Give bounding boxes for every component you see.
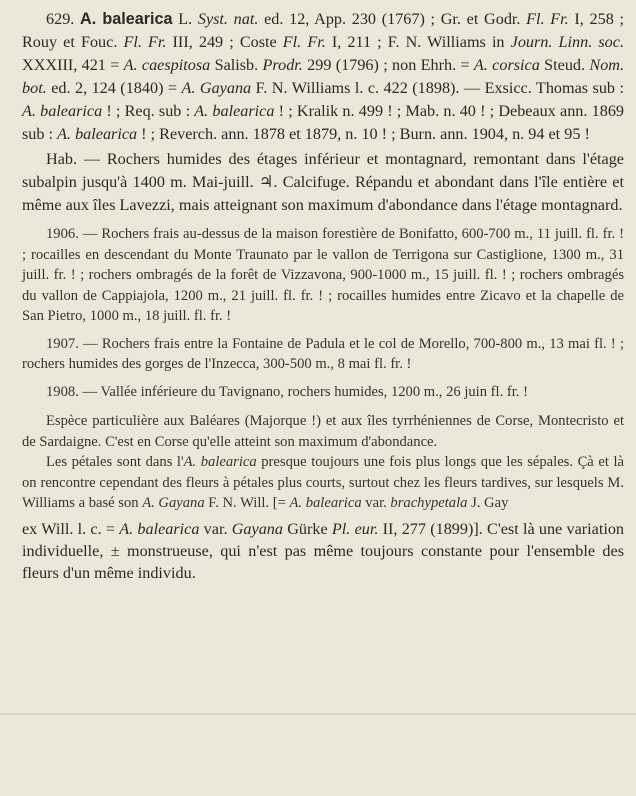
citation-italic: Journ. Linn. soc. [510, 33, 625, 51]
citation-italic: Syst. nat. [197, 10, 259, 28]
continuation-paragraph [22, 518, 624, 584]
citation-text: L. [172, 10, 198, 28]
tail-text: II, 277 (1899)]. C'est là une variation individuelle, ± monstrueuse, qui n'est pas même toujours constante pour l'ensemble des fleurs d'un même individu. [22, 519, 625, 582]
citation-text: XXXIII, 421 = [22, 56, 124, 74]
tail-italic: Gayana [231, 519, 283, 538]
note-text: var. [361, 495, 391, 511]
citation-text: ! ; Kralik n. 499 ! ; Mab. n. 40 ! ; Debeaux ann. 1869 sub : [22, 102, 625, 143]
tail-text: Gürke [282, 519, 332, 538]
note-text: Les pétales sont dans l' [46, 454, 184, 470]
citation-italic: Prodr. [262, 56, 303, 74]
citation-text: 299 (1796) ; non Ehrh. = [302, 56, 474, 74]
citation-text: I, 258 ; Rouy et Fouc. [22, 10, 624, 51]
note-italic: A. Gayana [142, 495, 205, 511]
note-text: presque toujours une fois plus longs que les sépales. Çà et là on rencontre cependant des fleurs à pétales plus courts, surtout chez les fleurs tardives, sur lesquels M. Williams a basé son [22, 454, 624, 511]
citation-italic: A. balearica [57, 125, 138, 143]
citation-italic: A. corsica [473, 56, 540, 74]
tail-italic: Pl. eur. [331, 519, 379, 538]
citation-italic: A. Gayana [181, 79, 252, 97]
citation-italic: Nom. bot. [22, 56, 625, 97]
citation-text: I, 211 ; F. N. Williams in [325, 33, 511, 51]
citation-italic: Fl. Fr. [526, 10, 569, 28]
entry-number: 629. [46, 10, 75, 28]
species-entry [22, 8, 624, 146]
locality-1906: 1906. — Rochers frais au-dessus de la maison forestière de Bonifatto, 600-700 m., 11 juill. fl. fr. ! ; rocailles en descendant du Monte Traunato par le vallon de Terrigona sur Castiglione, 1300 m., 31 juill. fr. ! ; rochers ombragés de la forêt de Vizzavona, 900-1000 m., 15 juill. fl. ! ; rochers ombragés du vallon de Cappiajola, 1200 m., 21 juill. fl. fr. ! ; rocailles humides entre Zicavo et la chapelle de San Pietro, 1000 m., 18 juill. fl. fr. ! [22, 226, 624, 324]
citation-italic: A. balearica [194, 102, 275, 120]
citation-italic: Fl. Fr. [123, 33, 167, 51]
distribution-note: Espèce particulière aux Baléares (Majorque !) et aux îles tyrrhéniennes de Corse, Montecristo et de Sardaigne. C'est en Corse qu'elle atteint son maximum d'abondance. [22, 413, 624, 450]
citation-italic: A. balearica [22, 102, 103, 120]
species-name: A. balearica [80, 10, 173, 28]
citation-text: ed. 2, 124 (1840) = [46, 79, 182, 97]
note-italic: A. balearica [183, 454, 257, 470]
note-italic: brachypetala [390, 495, 468, 511]
citation-text: III, 249 ; Coste [166, 33, 283, 51]
locality-1908: 1908. — Vallée inférieure du Tavignano, rochers humides, 1200 m., 26 juin fl. fr. ! [46, 383, 528, 400]
citation-italic: Fl. Fr. [282, 33, 326, 51]
habitat-paragraph: Hab. — Rochers humides des étages inférieur et montagnard, remontant dans l'étage subalpin jusqu'à 1400 m. Mai-juill. ♃. Calcifuge. Répandu et abondant dans l'île entière et même aux îles Lavezzi, mais atteignant son maximum d'abondance dans l'étage montagnard. [22, 150, 624, 214]
locality-1907: 1907. — Rochers frais entre la Fontaine de Padula et le col de Morello, 700-800 m., 13 mai fl. ! ; rochers humides des gorges de l'Inzecca, 300-500 m., 8 mai fl. fr. ! [22, 335, 624, 372]
tail-text: var. [199, 519, 232, 538]
tail-italic: A. balearica [119, 519, 200, 538]
citation-italic: A. caespitosa [123, 56, 211, 74]
note-italic: A. balearica [289, 495, 362, 511]
petal-note [22, 452, 624, 514]
note-text: J. Gay [467, 495, 509, 511]
citation-text: F. N. Williams l. c. 422 (1898). — Exsicc. Thomas sub : [251, 79, 624, 97]
citation-text: Salisb. [210, 56, 263, 74]
citation-text: ed. 12, App. 230 (1767) ; Gr. et Godr. [258, 10, 527, 28]
scan-seam [0, 713, 636, 715]
citation-text: Steud. [539, 56, 590, 74]
citation-text: ! ; Reverch. ann. 1878 et 1879, n. 10 ! ; Burn. ann. 1904, n. 94 et 95 ! [137, 125, 590, 143]
tail-text: ex Will. l. c. = [22, 519, 120, 538]
note-text: F. N. Will. [= [204, 495, 290, 511]
citation-text: ! ; Req. sub : [102, 102, 195, 120]
